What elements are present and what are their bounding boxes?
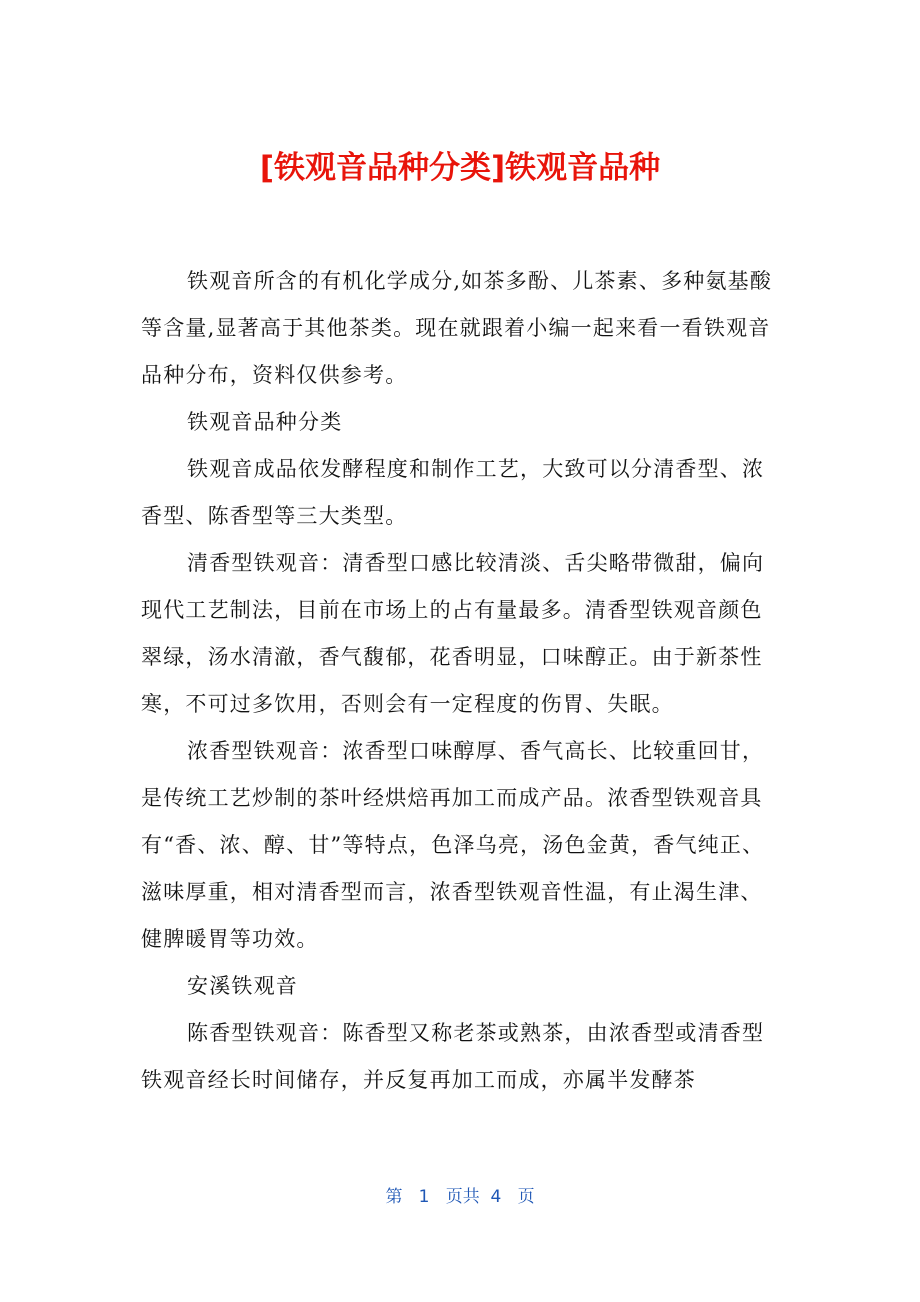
footer-prefix: 第 — [385, 1187, 403, 1207]
paragraph-heading-classification: 铁观音品种分类 — [187, 410, 343, 434]
paragraph-aged-fragrance: 陈香型铁观音：陈香型又称老茶或熟茶，由浓香型或清香型铁观音经长时间储存，并反复再加工而成，亦属半发酵茶 — [141, 1021, 765, 1092]
paragraph-heading-anxi: 安溪铁观音 — [187, 974, 298, 998]
footer-page-number: 1 — [418, 1187, 430, 1207]
footer-middle: 页共 — [445, 1187, 480, 1207]
footer-total-pages: 4 — [490, 1187, 502, 1207]
paragraph-types-overview: 铁观音成品依发酵程度和制作工艺，大致可以分清香型、浓香型、陈香型等三大类型。 — [141, 457, 765, 528]
document-body — [141, 258, 781, 1104]
document-title: [铁观音品种分类]铁观音品种 — [259, 150, 661, 186]
paragraph-light-fragrance: 清香型铁观音：清香型口感比较清淡、舌尖略带微甜，偏向现代工艺制法，目前在市场上的占有量最多。清香型铁观音颜色翠绿，汤水清澈，香气馥郁，花香明显，口味醇正。由于新茶性寒，不可过多饮用，否则会有一定程度的伤胃、失眠。 — [141, 551, 765, 716]
paragraph-strong-fragrance: 浓香型铁观音：浓香型口味醇厚、香气高长、比较重回甘，是传统工艺炒制的茶叶经烘焙再加工而成产品。浓香型铁观音具有“香、浓、醇、甘”等特点，色泽乌亮，汤色金黄，香气纯正、滋味厚重，相对清香型而言，浓香型铁观音性温，有止渴生津、健脾暖胃等功效。 — [141, 739, 765, 951]
page-footer — [0, 1182, 920, 1207]
footer-suffix: 页 — [517, 1187, 535, 1207]
paragraph-intro: 铁观音所含的有机化学成分,如茶多酚、儿茶素、多种氨基酸等含量,显著高于其他茶类。现在就跟着小编一起来看一看铁观音品种分布，资料仅供参考。 — [141, 269, 773, 387]
